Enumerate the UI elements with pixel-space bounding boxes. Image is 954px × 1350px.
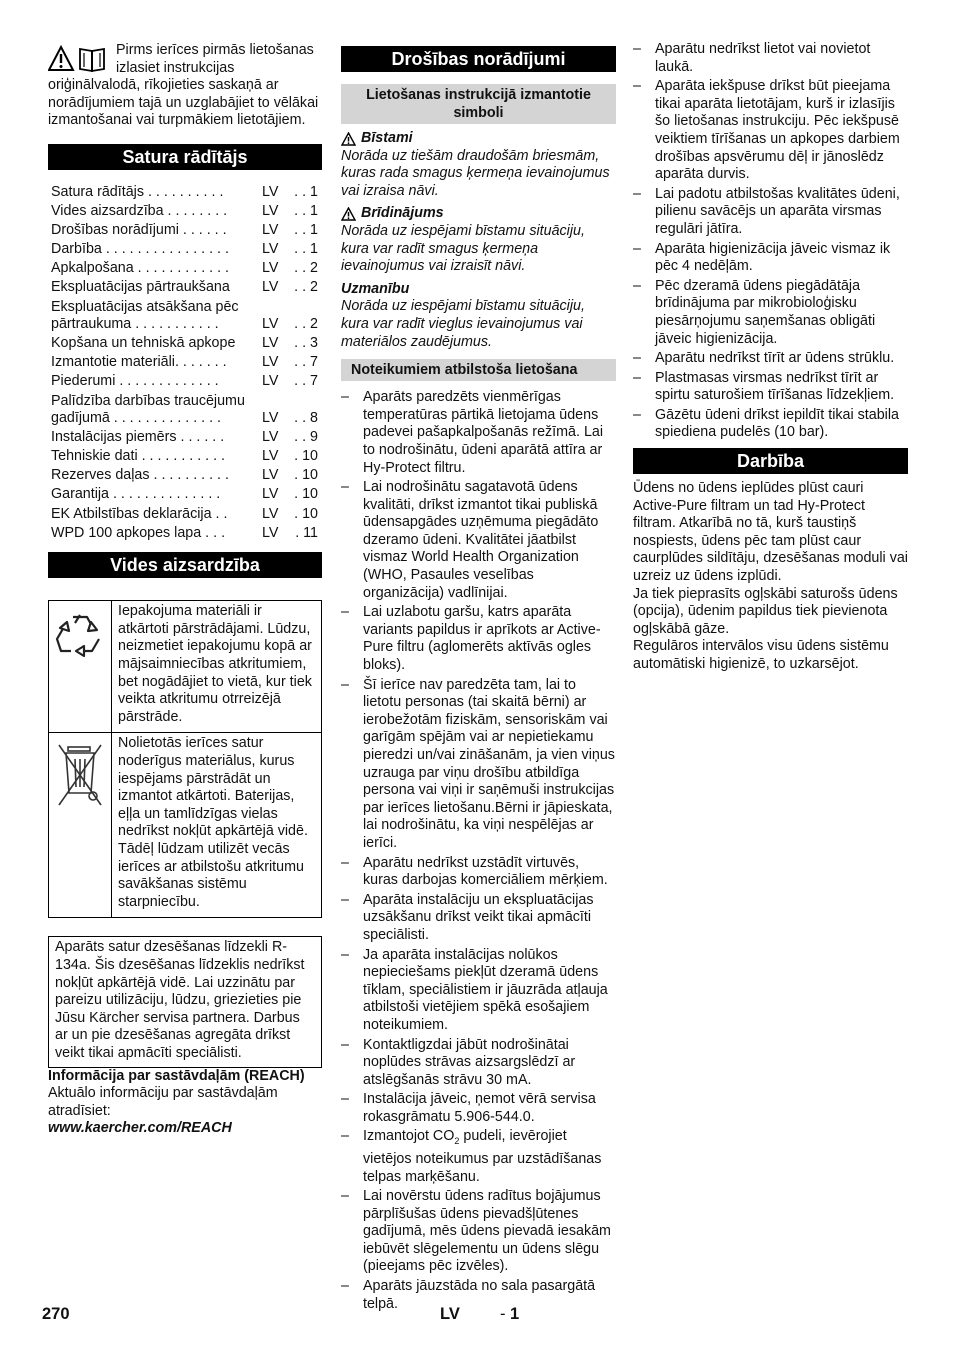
toc-entry-page: . 10 bbox=[294, 486, 318, 503]
co2-subscript: 2 bbox=[454, 1136, 460, 1147]
toc-entry-language: LV bbox=[262, 260, 279, 277]
toc-entry-page: . . 1 bbox=[294, 222, 318, 239]
toc-entry-page: . . 2 bbox=[294, 279, 318, 296]
operation-heading: Darbība bbox=[633, 448, 908, 474]
toc-row[interactable] bbox=[48, 222, 322, 240]
toc-entry-title: Ekspluatācijas pārtraukšana bbox=[51, 279, 230, 296]
toc-entry-language: LV bbox=[262, 467, 279, 484]
toc-entry-language: LV bbox=[262, 203, 279, 220]
column-right bbox=[633, 40, 908, 674]
toc-entry-title: Kopšana un tehniskā apkope bbox=[51, 335, 236, 352]
list-item: – Lai nodrošinātu sagatavotā ūdens kvalitāti, drīkst izmantot tikai publiskā ūdensapgādes uzņēmuma piegādāto dzeramo ūdeni. Kvalitātei jāatbilst vismaz World Health Organization (WHO, Pasaules veselības organizācija) vadlīnijai. bbox=[341, 479, 616, 602]
warning-label: Brīdinājums bbox=[361, 205, 444, 222]
toc-row[interactable] bbox=[48, 299, 322, 334]
reach-link[interactable]: www.kaercher.com/REACH bbox=[48, 1120, 232, 1137]
toc-entry-title: Garantija . . . . . . . . . . . . . . bbox=[51, 486, 221, 503]
toc-entry-title: Palīdzība darbības traucējumu gadījumā . . . . . . . . . . . . . . bbox=[51, 392, 245, 427]
proper-use-heading: Noteikumiem atbilstoša lietošana bbox=[341, 359, 616, 381]
toc-entry-title: Instalācijas piemērs . . . . . . bbox=[51, 429, 225, 446]
toc-entry-page: . . 9 bbox=[294, 429, 318, 446]
weee-text: Nolietotās ierīces satur noderīgus materiālus, kurus iespējams pārstrādāt un izmantot atkārtoti. Baterijas, eļļa un tamlīdzīgas vielas nedrīkst nokļūt apkārtējā vidē. Tādēļ lūdzam utilizēt vecās ierīces ar atbilstošu atkritumu savākšanas sistēmu starpniecību. bbox=[112, 733, 322, 918]
list-item: – Aparāta iekšpuse drīkst būt pieejama tikai aparāta lietotājam, kurš ir izlasījis šo lietošanas instrukciju. Pēc iekšpusē veiktiem tīrīšanas un apkopes darbiem drošības apsvērumu dēļ ir jānoslēdz aparāta durvis. bbox=[633, 78, 908, 184]
reach-text: Aktuālo informāciju par sastāvdaļām atradīsiet: bbox=[48, 1085, 278, 1119]
crossed-bin-icon bbox=[55, 741, 105, 811]
toc-entry-title: Darbība . . . . . . . . . . . . . . . . bbox=[51, 241, 229, 258]
toc-entry-title: Rezerves daļas . . . . . . . . . . bbox=[51, 467, 229, 484]
list-item: – Pēc dzeramā ūdens piegādātāja brīdinājuma par mikrobioloģisku piesārņojumu saņemšanas obligāti jāveic higienizācija. bbox=[633, 278, 908, 348]
caution-text: Norāda uz iespējami bīstamu situāciju, kura var radīt vieglus ievainojumus vai materiālos zaudējumus. bbox=[341, 298, 585, 350]
symbols-heading: Lietošanas instrukcijā izmantotie simboli bbox=[341, 84, 616, 124]
toc-entry-title: Satura rādītājs . . . . . . . . . . bbox=[51, 183, 224, 200]
toc-entry-language: LV bbox=[262, 373, 279, 390]
toc-entry-language: LV bbox=[262, 279, 279, 296]
toc-entry-page: . 10 bbox=[294, 448, 318, 465]
list-item: – Aparāta instalāciju un ekspluatācijas uzsākšanu drīkst veikt tikai apmācīti speciālisti. bbox=[341, 892, 616, 945]
toc-entry-page: . 10 bbox=[294, 467, 318, 484]
toc-entry-page: . 10 bbox=[294, 505, 318, 522]
list-item-co2 bbox=[341, 1128, 616, 1186]
toc-entry-language: LV bbox=[262, 335, 279, 352]
toc-row[interactable] bbox=[48, 279, 322, 297]
toc-entry-page: . . 8 bbox=[294, 410, 318, 427]
list-item: – Aparāts jāuzstāda no sala pasargātā telpā. bbox=[341, 1278, 616, 1313]
footer-separator: - bbox=[500, 1305, 506, 1323]
danger-label: Bīstami bbox=[361, 130, 413, 146]
toc-row[interactable] bbox=[48, 335, 322, 353]
page-number: 270 bbox=[42, 1305, 70, 1323]
intro-text: Pirms ierīces pirmās lietošanas izlasiet instrukcijas oriģinālvalodā, rīkojieties saskaņā ar norādījumiem tajā un uzglabājiet to vēlākai izmantošanai vai turpmākiem lietotājiem. bbox=[48, 42, 319, 129]
toc-row[interactable] bbox=[48, 467, 322, 485]
toc-entry-page: . . 2 bbox=[294, 316, 318, 333]
list-item: – Aparāts paredzēts vienmērīgas temperatūras pārtikā lietojama ūdens padevei pašapkalpošanās režīmā. Lai to nodrošinātu, ūdeni aparātā attīra ar Hy-Protect filtru. bbox=[341, 389, 616, 477]
list-item: – Aparāta higienizācija jāveic vismaz ik pēc 4 nedēļām. bbox=[633, 241, 908, 276]
toc-row[interactable] bbox=[48, 241, 322, 259]
list-item: – Ja aparāta instalācijas nolūkos nepieciešams piekļūt dzeramā ūdens tīklam, speciālistiem ir jāuzrāda atļauja atbilstoši vietējiem spēkā esošajiem noteikumiem. bbox=[341, 947, 616, 1035]
toc-entry-language: LV bbox=[262, 354, 279, 371]
toc-row[interactable] bbox=[48, 260, 322, 278]
operation-paragraph-2: Ja tiek pieprasīts ogļskābi saturošs ūdens (opcija), ūdenim papildus tiek pievienota ogļskābā gāze. bbox=[633, 585, 898, 637]
toc-row[interactable] bbox=[48, 486, 322, 504]
toc-entry-language: LV bbox=[262, 505, 279, 522]
list-item: – Aparātu nedrīkst uzstādīt virtuvēs, kuras darbojas komerciāliem mērķiem. bbox=[341, 855, 616, 890]
warning-triangle-icon bbox=[48, 44, 110, 74]
toc-entry-page: . . 1 bbox=[294, 203, 318, 220]
footer-subpage: 1 bbox=[510, 1305, 520, 1323]
environment-heading: Vides aizsardzība bbox=[48, 552, 322, 578]
toc-entry-title: EK Atbilstības deklarācija . . bbox=[51, 505, 228, 522]
list-item: – Šī ierīce nav paredzēta tam, lai to lietotu personas (tai skaitā bērni) ar ierobežotām fiziskām, sensoriskām vai garīgām spējām vai ar nepietiekamu pieredzi un/vai zināšanām, ja vien viņus uzrauga par viņu drošību atbildīga persona vai viņi ir saņēmuši instrukcijas par ierīces lietošanu.Bērni ir jāpieskata, lai nodrošinātu, ka viņi nespēlējas ar ierīci. bbox=[341, 677, 616, 853]
toc-entry-language: LV bbox=[262, 316, 279, 333]
list-item: – Lai novērstu ūdens radītus bojājumus pārplīšušas ūdens pievadšļūtenes gadījumā, mēs ūdens pievadā iesakām iebūvēt slēgelementu un ūdens slēgu (pieejams pēc izvēles). bbox=[341, 1188, 616, 1276]
toc-entry-title: Drošības norādījumi . . . . . . bbox=[51, 222, 227, 239]
toc-entry-page: . . 2 bbox=[294, 260, 318, 277]
list-item: – Kontaktligzdai jābūt nodrošinātai noplūdes strāvas aizsargslēdzī ar atslēgšanās strāvu 30 mA. bbox=[341, 1037, 616, 1090]
toc-entry-title: Izmantotie materiāli. . . . . . . bbox=[51, 354, 227, 371]
recycle-icon bbox=[53, 609, 107, 663]
co2-text-post: pudeli, ievērojiet vietējos noteikumus par uzstādīšanas telpas marķēšanu. bbox=[363, 1128, 602, 1185]
danger-text: Norāda uz tiešām draudošām briesmām, kuras rada smagus ķermeņa ievainojumus vai izraisa nāvi. bbox=[341, 147, 610, 199]
list-item: – Gāzētu ūdeni drīkst iepildīt tikai stabila spiediena pudelēs (10 bar). bbox=[633, 407, 908, 442]
toc-heading: Satura rādītājs bbox=[48, 144, 322, 170]
toc-entry-page: . . 7 bbox=[294, 373, 318, 390]
list-item: – Aparātu nedrīkst tīrīt ar ūdens strūklu. bbox=[633, 350, 908, 368]
toc-entry-language: LV bbox=[262, 429, 279, 446]
toc-entry-language: LV bbox=[262, 486, 279, 503]
toc-entry-title: Tehniskie dati . . . . . . . . . . . bbox=[51, 448, 226, 465]
manual-book-icon bbox=[80, 49, 104, 71]
toc-row[interactable] bbox=[48, 448, 322, 466]
toc-entry-title: Piederumi . . . . . . . . . . . . . bbox=[51, 373, 219, 390]
refrigerant-notice: Aparāts satur dzesēšanas līdzekli R-134a. Šis dzesēšanas līdzeklis nedrīkst nokļūt apkārtējā vidē. Lai uzzinātu par pareizu utilizāciju, lūdzu, griezieties pie Jūsu Kärcher servisa partnera. Darbus ar un pie dzesēšanas agregāta drīkst veikt tikai apmācīti speciālisti. bbox=[48, 936, 322, 1067]
toc-entry-language: LV bbox=[262, 448, 279, 465]
safety-list bbox=[341, 389, 616, 1313]
toc-row[interactable] bbox=[48, 506, 322, 524]
toc-entry-title: WPD 100 apkopes lapa . . . bbox=[51, 524, 226, 541]
toc-entry-page: . . 3 bbox=[294, 335, 318, 352]
toc-entry-page: . . 1 bbox=[294, 241, 318, 258]
danger-triangle-icon bbox=[341, 132, 356, 146]
toc-row[interactable] bbox=[48, 184, 322, 202]
column-left bbox=[48, 40, 322, 1138]
toc-entry-title: Ekspluatācijas atsākšana pēc pārtraukuma . . . . . . . . . . . bbox=[51, 298, 239, 333]
warning-manual-icons bbox=[48, 44, 110, 74]
warning-text: Norāda uz iespējami bīstamu situāciju, kura var radīt smagus ķermeņa ievainojumus vai izraisīt nāvi. bbox=[341, 222, 585, 275]
toc-row[interactable] bbox=[48, 393, 322, 428]
operation-paragraph-3: Regulāros intervālos visu ūdens sistēmu automātiski higienizē, to uzkarsējot. bbox=[633, 638, 889, 672]
toc-row[interactable] bbox=[48, 354, 322, 372]
list-item: – Plastmasas virsmas nedrīkst tīrīt ar spirtu saturošiem tīrīšanas līdzekļiem. bbox=[633, 370, 908, 405]
recycle-text: Iepakojuma materiāli ir atkārtoti pārstrādājami. Lūdzu, neizmetiet iepakojumu kopā ar mājsaimniecības atkritumiem, bet nogādājiet to vietā, kur tiek veikta atkritumu otrreizējā pārstrāde. bbox=[112, 601, 322, 733]
column-middle bbox=[341, 40, 616, 1315]
toc-entry-page: . . 1 bbox=[294, 183, 318, 200]
safety-list-continued bbox=[633, 41, 908, 442]
list-item: – Lai uzlabotu garšu, katrs aparāta variants papildus ir aprīkots ar Active-Pure filtru (aglomerēts aktīvās ogles bloks). bbox=[341, 604, 616, 674]
caution-label: Uzmanību bbox=[341, 280, 410, 297]
toc-row[interactable] bbox=[48, 525, 322, 543]
toc-entry-language: LV bbox=[262, 410, 279, 427]
toc-entry-page: . 11 bbox=[295, 524, 318, 541]
toc-entry-title: Vides aizsardzība . . . . . . . . bbox=[51, 203, 228, 220]
toc-entry-language: LV bbox=[262, 241, 279, 258]
toc-entry-page: . . 7 bbox=[294, 354, 318, 371]
toc-row[interactable] bbox=[48, 203, 322, 221]
toc-entry-language: LV bbox=[262, 183, 279, 200]
intro-block bbox=[48, 42, 322, 130]
list-item: – Lai padotu atbilstošas kvalitātes ūdeni, pilienu savācējs un aparāta virsmas regulāri jātīra. bbox=[633, 186, 908, 239]
reach-title: Informācija par sastāvdaļām (REACH) bbox=[48, 1067, 305, 1084]
safety-heading: Drošības norādījumi bbox=[341, 46, 616, 72]
environment-table bbox=[48, 600, 322, 918]
operation-paragraph-1: Ūdens no ūdens ieplūdes plūst cauri Active-Pure filtram un tad Hy-Protect filtram. Atkarībā no tā, kurš taustiņš nospiests, ūdens pēc tam plūst caur caurplūdes sildītāju, dzesēšanas moduli vai uzreiz uz ūdens izplūdi. bbox=[633, 480, 908, 585]
table-of-contents bbox=[48, 184, 322, 542]
toc-entry-language: LV bbox=[262, 222, 279, 239]
toc-row[interactable] bbox=[48, 373, 322, 391]
toc-entry-language: LV bbox=[262, 524, 279, 541]
co2-text-pre: Izmantojot CO bbox=[363, 1128, 455, 1145]
footer-language: LV bbox=[440, 1305, 460, 1323]
toc-row[interactable] bbox=[48, 429, 322, 447]
toc-entry-title: Apkalpošana . . . . . . . . . . . . bbox=[51, 260, 229, 277]
list-item: – Aparātu nedrīkst lietot vai novietot laukā. bbox=[633, 41, 908, 76]
warning-triangle-icon bbox=[341, 207, 356, 221]
list-item: – Instalācija jāveic, ņemot vērā servisa rokasgrāmatu 5.906-544.0. bbox=[341, 1091, 616, 1126]
